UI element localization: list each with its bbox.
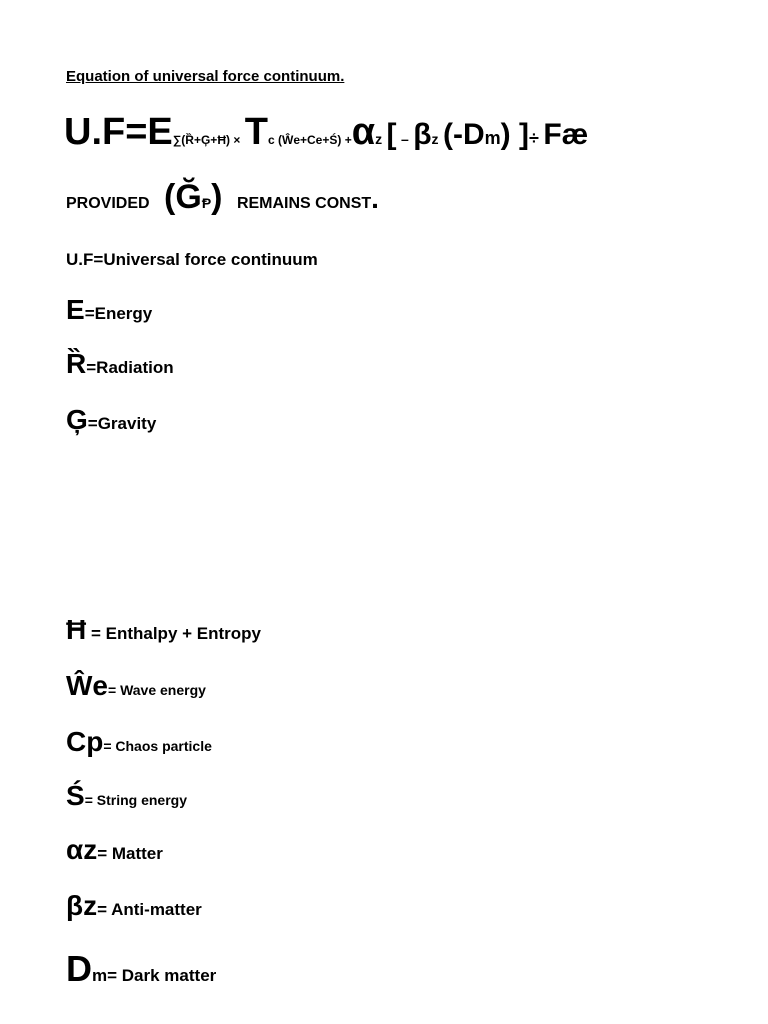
definition-string-energy — [66, 780, 187, 812]
document-title: Equation of universal force continuum. — [66, 68, 345, 85]
equation-part: T — [244, 111, 268, 153]
definition-uf — [66, 250, 318, 270]
universal-force-equation — [64, 106, 754, 166]
equation-part: (-D — [443, 118, 485, 151]
definition-text: = String energy — [84, 792, 187, 808]
equation-part: [ — [386, 118, 397, 151]
definition-chaos-particle — [66, 726, 212, 758]
definition-text: = Anti-matter — [97, 900, 202, 919]
definition-text: = Wave energy — [108, 682, 206, 698]
equation-part: α — [351, 111, 376, 153]
definition-text: = Enthalpy + Entropy — [86, 624, 261, 643]
equation-part: U.F=E — [64, 111, 173, 153]
definition-enthalpy-entropy — [66, 614, 261, 646]
definition-symbol: Ħ — [66, 614, 87, 645]
definition-text: = Dark matter — [107, 966, 217, 985]
equation-part: c (Ŵe+Ce+Ś) + — [268, 133, 352, 147]
definition-text: = Matter — [97, 844, 163, 863]
definition-symbol: U.F — [66, 250, 94, 269]
definition-symbol: Ģ — [66, 404, 88, 435]
definition-energy — [66, 294, 152, 326]
gp-symbol — [164, 178, 222, 216]
gp-symbol-main: (Ğ — [164, 178, 202, 216]
provided-word: PROVIDED — [66, 195, 150, 212]
definition-symbol: Ś — [66, 780, 85, 811]
definition-wave-energy — [66, 670, 206, 702]
definition-symbol: Ŵe — [66, 670, 108, 701]
equation-part: – — [400, 131, 409, 147]
definition-symbol-sub: m — [92, 966, 108, 985]
definition-symbol: E — [66, 294, 85, 325]
equation-part: ÷ — [529, 128, 539, 148]
definition-symbol: Ȑ — [66, 348, 87, 379]
definition-symbol: αᴢ — [66, 834, 98, 865]
definition-text: =Gravity — [87, 414, 157, 433]
definition-symbol: Cp — [66, 726, 104, 757]
definition-matter — [66, 834, 163, 866]
definition-text: =Energy — [84, 304, 153, 323]
equation-part: β — [413, 118, 432, 151]
definition-text: =Radiation — [86, 358, 174, 377]
equation-part: m — [484, 128, 501, 148]
gp-symbol-close: ) — [211, 178, 223, 216]
provided-condition — [66, 178, 379, 217]
definition-text: = Chaos particle — [103, 738, 212, 754]
definition-symbol: βᴢ — [66, 890, 98, 921]
equation-part: ᴢ — [375, 131, 383, 147]
provided-dot: . — [371, 183, 379, 214]
equation-part: ) ] — [500, 118, 529, 151]
definition-gravity — [66, 404, 156, 436]
equation-part: ᴢ — [431, 131, 439, 147]
definition-dark-matter — [66, 948, 216, 990]
remains-const-word: REMAINS CONST — [236, 195, 372, 212]
equation-part: Fæ — [543, 118, 589, 151]
definition-anti-matter — [66, 890, 202, 922]
gp-symbol-sub: Ᵽ — [201, 195, 212, 211]
equation-part: ∑(Ȑ+Ģ+Ħ) × — [172, 133, 241, 147]
definition-symbol: D — [66, 948, 92, 989]
definition-text: =Universal force continuum — [93, 250, 318, 269]
definition-radiation — [66, 348, 174, 380]
